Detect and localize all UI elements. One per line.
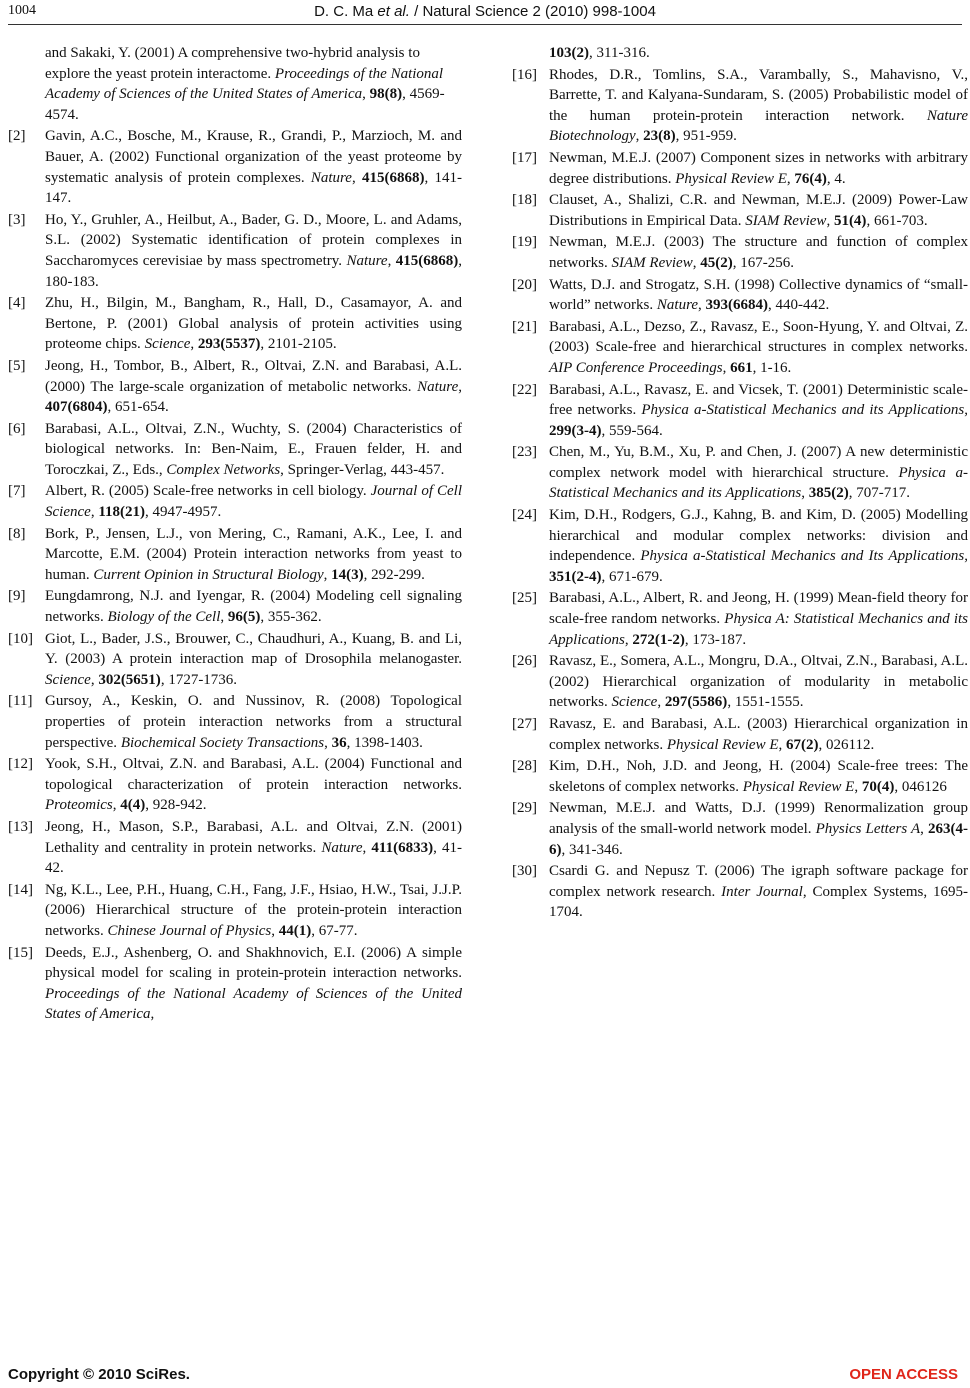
reference-number: [2] xyxy=(8,128,26,145)
reference-journal: Nature xyxy=(346,252,388,269)
reference-item: [5] Jeong, H., Tombor, B., Albert, R., Oltvai, Z.N. and Barabasi, A.L. (2000) The large-scale organization of metabolic networks. Nature, 407(6804), 651-654. xyxy=(8,357,462,416)
page-number: 1004 xyxy=(8,3,36,18)
reference-volume: 351(2-4) xyxy=(549,568,602,585)
right-column xyxy=(512,43,968,924)
reference-pages: , 4569-4574. xyxy=(45,86,445,123)
reference-volume: 118(21) xyxy=(98,504,145,521)
left-reference-list xyxy=(8,126,462,1025)
reference-volume: 70(4) xyxy=(861,778,895,795)
reference-continuation: and Sakaki, Y. (2001) A comprehensive two-hybrid analysis to explore the yeast protein interactome. Proceedings of the National Academy of Sciences of the United States of America, 98(8), 4569-4574. xyxy=(45,45,445,123)
reference-pages: , 651-654. xyxy=(107,399,169,416)
reference-pages: , 440-442. xyxy=(768,297,830,314)
reference-pages: , 167-256. xyxy=(732,254,794,271)
reference-journal: Journal of Cell Science xyxy=(45,483,462,521)
reference-volume: 96(5) xyxy=(227,609,261,626)
reference-volume: 36 xyxy=(331,734,347,751)
reference-text: Giot, L., Bader, J.S., Brouwer, C., Chaudhuri, A., Kuang, B. and Li, Y. (2003) A protein interaction map of Drosophila melanogaster. xyxy=(45,630,462,668)
reference-item: [9] Eungdamrong, N.J. and Iyengar, R. (2004) Modeling cell signaling networks. Biology of the Cell, 96(5), 355-362. xyxy=(8,588,462,626)
header-rule xyxy=(8,24,962,25)
reference-number: [11] xyxy=(8,693,33,710)
reference-number: [19] xyxy=(512,234,537,251)
reference-journal: Science xyxy=(45,671,91,688)
reference-item: [10] Giot, L., Bader, J.S., Brouwer, C., Chaudhuri, A., Kuang, B. and Li, Y. (2003) A protein interaction map of Drosophila melanogaster. Science, 302(5651), 1727-1736. xyxy=(8,630,462,688)
reference-number: [30] xyxy=(512,863,537,880)
reference-pages: , Springer-Verlag, 443-457. xyxy=(280,461,445,478)
reference-item: [17] Newman, M.E.J. (2007) Component sizes in networks with arbitrary degree distributions. Physical Review E, 76(4), 4. xyxy=(512,149,968,187)
reference-number: [7] xyxy=(8,483,26,500)
reference-text: Newman, M.E.J. (2003) The structure and function of complex networks. xyxy=(549,234,968,271)
reference-text: Clauset, A., Shalizi, C.R. and Newman, M.E.J. (2009) Power-Law Distributions in Empirical Data. xyxy=(549,192,968,229)
reference-volume: 4(4) xyxy=(120,797,146,814)
reference-number: [20] xyxy=(512,276,537,293)
reference-pages: , 292-299. xyxy=(363,566,425,583)
reference-number: [15] xyxy=(8,944,33,961)
reference-number: [25] xyxy=(512,590,537,607)
reference-item: [20] Watts, D.J. and Strogatz, S.H. (1998) Collective dynamics of “small-world” networks. Nature, 393(6684), 440-442. xyxy=(512,276,968,314)
reference-text: Ravasz, E., Somera, A.L., Mongru, D.A., Oltvai, Z.N., Barabasi, A.L. (2002) Hierarchical organization of modularity in metabolic networks. xyxy=(549,653,968,711)
reference-journal: Current Opinion in Structural Biology xyxy=(93,566,324,583)
reference-pages: , 180-183. xyxy=(45,252,463,290)
reference-text: Bork, P., Jensen, L.J., von Mering, C., Ramani, A.K., Lee, I. and Marcotte, E.M. (2004) Protein interaction networks from yeast to human. xyxy=(45,525,462,583)
reference-text: and Sakaki, Y. (2001) A comprehensive two-hybrid analysis to explore the yeast protein interactome. xyxy=(45,45,420,82)
reference-pages: , 41-42. xyxy=(45,839,462,877)
reference-text: Csardi G. and Nepusz T. (2006) The igraph software package for complex network research. xyxy=(549,863,968,900)
reference-volume: 76(4) xyxy=(794,170,827,187)
reference-pages: , 559-564. xyxy=(601,422,663,439)
reference-pages: , 173-187. xyxy=(684,631,747,648)
reference-journal: Nature xyxy=(321,839,363,856)
reference-text: Watts, D.J. and Strogatz, S.H. (1998) Collective dynamics of “small-world” networks. xyxy=(549,276,968,314)
reference-volume: 263(4-6) xyxy=(549,820,969,858)
reference-volume: 23(8) xyxy=(643,128,676,145)
reference-text: Kim, D.H., Noh, J.D. and Jeong, H. (2004) Scale-free trees: The skeletons of complex networks. xyxy=(549,758,968,795)
reference-number: [16] xyxy=(512,66,537,83)
reference-text: Kim, D.H., Rodgers, G.J., Kahng, B. and Kim, D. (2005) Modelling hierarchical and modular complex networks: division and independence. xyxy=(549,507,968,565)
reference-item: [24] Kim, D.H., Rodgers, G.J., Kahng, B. and Kim, D. (2005) Modelling hierarchical and modular complex networks: division and independence. Physica a-Statistical Mechanics and Its Applications, 351(2-4), 671-679. xyxy=(512,507,968,585)
copyright-notice: Copyright © 2010 SciRes. xyxy=(8,1366,190,1383)
reference-item: [26] Ravasz, E., Somera, A.L., Mongru, D.A., Oltvai, Z.N., Barabasi, A.L. (2002) Hierarchical organization of modularity in metabolic networks. Science, 297(5586), 1551-1555. xyxy=(512,653,968,711)
reference-pages: , 707-717. xyxy=(848,485,910,502)
reference-volume: 293(5537) xyxy=(197,336,261,353)
reference-journal: Inter Journal xyxy=(721,883,803,900)
reference-volume: 297(5586) xyxy=(664,694,728,711)
reference-item: [27] Ravasz, E. and Barabasi, A.L. (2003) Hierarchical organization in complex networks. Physical Review E, 67(2), 026112. xyxy=(512,716,968,753)
reference-journal: Physics Letters A xyxy=(815,820,921,837)
reference-volume: 407(6804) xyxy=(45,399,108,416)
reference-journal: SIAM Review xyxy=(611,254,693,271)
reference-text: Eungdamrong, N.J. and Iyengar, R. (2004) Modeling cell signaling networks. xyxy=(45,588,462,626)
reference-pages: , 046126 xyxy=(894,778,947,795)
reference-number: [28] xyxy=(512,758,537,775)
reference-number: [17] xyxy=(512,149,537,166)
reference-pages: , Complex Systems, 1695-1704. xyxy=(549,883,968,921)
reference-text: Barabasi, A.L., Dezso, Z., Ravasz, E., Soon-Hyung, Y. and Oltvai, Z. (2003) Scale-free and hierarchical structures in complex networks. xyxy=(549,318,968,356)
reference-text: Gursoy, A., Keskin, O. and Nussinov, R. (2008) Topological properties of protein interaction networks from a structural perspective. xyxy=(45,693,462,751)
reference-item: [22] Barabasi, A.L., Ravasz, E. and Vicsek, T. (2001) Deterministic scale-free networks. Physica a-Statistical Mechanics and its Applications, 299(3-4), 559-564. xyxy=(512,381,968,439)
reference-text: Ng, K.L., Lee, P.H., Huang, C.H., Fang, J.F., Hsiao, H.W., Tsai, J.J.P. (2006) Hierarchical structure of the protein-protein interaction networks. xyxy=(45,881,462,939)
reference-item: [12] Yook, S.H., Oltvai, Z.N. and Barabasi, A.L. (2004) Functional and topological characterization of protein interaction networks. Proteomics, 4(4), 928-942. xyxy=(8,756,462,814)
reference-pages: , 928-942. xyxy=(145,797,207,814)
reference-volume: 299(3-4) xyxy=(549,422,602,439)
reference-pages: , 1727-1736. xyxy=(160,671,238,688)
reference-text: Barabasi, A.L., Albert, R. and Jeong, H. (1999) Mean-field theory for scale-free random networks. xyxy=(549,590,968,628)
reference-volume: 14(3) xyxy=(331,566,364,583)
reference-number: [23] xyxy=(512,444,537,461)
reference-item: [21] Barabasi, A.L., Dezso, Z., Ravasz, E., Soon-Hyung, Y. and Oltvai, Z. (2003) Scale-free and hierarchical structures in complex networks. AIP Conference Proceedings, 661, 1-16. xyxy=(512,318,968,376)
reference-journal: Physica a-Statistical Mechanics and Its Applications xyxy=(640,548,965,565)
reference-pages: , 671-679. xyxy=(601,568,663,585)
reference-number: [6] xyxy=(8,420,26,437)
reference-number: [5] xyxy=(8,357,26,374)
reference-number: [21] xyxy=(512,318,537,335)
reference-text: Jeong, H., Tombor, B., Albert, R., Oltvai, Z.N. and Barabasi, A.L. (2000) The large-scale organization of metabolic networks. xyxy=(45,357,462,395)
reference-item xyxy=(8,419,462,481)
reference-journal: Proceedings of the National Academy of Sciences of the United States of America xyxy=(45,985,462,1023)
reference-volume: 411(6833) xyxy=(371,839,434,856)
reference-volume: 103(2) xyxy=(549,45,589,61)
reference-item: [7] Albert, R. (2005) Scale-free networks in cell biology. Journal of Cell Science, 118(21), 4947-4957. xyxy=(8,483,462,521)
reference-volume: 44(1) xyxy=(278,922,312,939)
reference-journal: Chinese Journal of Physics xyxy=(107,922,272,939)
reference-text: Yook, S.H., Oltvai, Z.N. and Barabasi, A.L. (2004) Functional and topological characterization of protein interaction networks. xyxy=(45,756,462,793)
reference-number: [27] xyxy=(512,716,537,732)
reference-number: [3] xyxy=(8,211,26,228)
reference-volume: 385(2) xyxy=(808,485,849,502)
reference-volume: 661 xyxy=(730,359,753,376)
reference-journal: Nature xyxy=(417,378,459,395)
reference-item: [16] Rhodes, D.R., Tomlins, S.A., Varambally, S., Mahavisno, V., Barrette, T. and Kalyana-Sundaram, S. (2005) Probabilistic model of the human protein-protein interaction network. Nature Biotechnology, 23(8), 951-959. xyxy=(512,66,968,145)
reference-text: Rhodes, D.R., Tomlins, S.A., Varambally, S., Mahavisno, V., Barrette, T. and Kalyana-Sundaram, S. (2005) Probabilistic model of the human protein-protein interaction network. xyxy=(549,66,968,124)
reference-journal: Nature xyxy=(310,169,352,186)
reference-number: [29] xyxy=(512,800,537,817)
reference-pages: , 355-362. xyxy=(260,609,322,626)
reference-text: Newman, M.E.J. (2007) Component sizes in networks with arbitrary degree distributions. xyxy=(549,149,968,187)
reference-pages: , 1551-1555. xyxy=(727,694,804,711)
reference-number: [13] xyxy=(8,818,33,835)
reference-pages: , 141-147. xyxy=(45,169,462,207)
reference-journal: AIP Conference Proceedings xyxy=(549,359,723,376)
reference-journal: Complex Networks xyxy=(166,461,281,478)
reference-journal: Physical Review E xyxy=(666,736,779,753)
reference-item: [23] Chen, M., Yu, B.M., Xu, P. and Chen, J. (2007) A new deterministic complex network model with hierarchical structure. Physica a-Statistical Mechanics and its Applications, 385(2), 707-717. xyxy=(512,444,968,502)
left-column xyxy=(8,43,462,1026)
reference-journal: Physica a-Statistical Mechanics and its Applications xyxy=(549,464,968,502)
reference-pages: , 951-959. xyxy=(675,128,737,145)
reference-volume: 415(6868) xyxy=(361,169,425,186)
reference-pages: , 341-346. xyxy=(561,841,623,858)
reference-text: Gavin, A.C., Bosche, M., Krause, R., Grandi, P., Marzioch, M. and Bauer, A. (2002) Functional organization of the yeast proteome by systematic analysis of protein complexes. xyxy=(45,128,462,186)
reference-text: Zhu, H., Bilgin, M., Bangham, R., Hall, D., Casamayor, A. and Bertone, P. (2001) Global analysis of protein activities using proteome chips. xyxy=(45,295,462,353)
reference-number: [10] xyxy=(8,630,33,647)
reference-item xyxy=(8,943,462,1025)
reference-number: [26] xyxy=(512,653,537,670)
reference-journal: Biochemical Society Transactions xyxy=(120,734,325,751)
reference-text: Ravasz, E. and Barabasi, A.L. (2003) Hierarchical organization in complex networks. xyxy=(549,716,968,753)
reference-text: Chen, M., Yu, B.M., Xu, P. and Chen, J. (2007) A new deterministic complex network model with hierarchical structure. xyxy=(549,444,968,481)
reference-volume: 393(6684) xyxy=(705,297,769,314)
reference-item: [4] Zhu, H., Bilgin, M., Bangham, R., Hall, D., Casamayor, A. and Bertone, P. (2001) Global analysis of protein activities using proteome chips. Science, 293(5537), 2101-2105. xyxy=(8,295,462,353)
reference-text: Barabasi, A.L., Oltvai, Z.N., Wuchty, S. (2004) Characteristics of biological networks. In: Ben-Naim, E., Frauen felder, H. and Toroczkai, Z., Eds., xyxy=(45,420,462,478)
reference-item: [28] Kim, D.H., Noh, J.D. and Jeong, H. (2004) Scale-free trees: The skeletons of complex networks. Physical Review E, 70(4), 046126 xyxy=(512,758,968,795)
reference-number: [12] xyxy=(8,756,33,773)
reference-journal: SIAM Review xyxy=(745,212,827,229)
reference-journal: Nature xyxy=(656,297,699,314)
reference-pages: , 4947-4957. xyxy=(144,504,222,521)
reference-number: [8] xyxy=(8,525,26,542)
reference-item: [25] Barabasi, A.L., Albert, R. and Jeong, H. (1999) Mean-field theory for scale-free random networks. Physica A: Statistical Mechanics and its Applications, 272(1-2), 173-187. xyxy=(512,590,969,648)
reference-number: [4] xyxy=(8,295,26,312)
open-access-label: OPEN ACCESS xyxy=(849,1366,958,1383)
reference-journal: Physica A: Statistical Mechanics and its Applications xyxy=(549,611,969,648)
reference-pages: , 4. xyxy=(826,170,846,187)
reference-text: Ho, Y., Gruhler, A., Heilbut, A., Bader, G. D., Moore, L. and Adams, S.L. (2002) Systematic identification of protein complexes in Saccharomyces cerevisiae by mass spectrometry. xyxy=(45,211,462,269)
reference-pages: , 311-316. xyxy=(589,45,650,61)
reference-pages: , 2101-2105. xyxy=(260,336,337,353)
reference-volume: 302(5651) xyxy=(98,671,161,688)
reference-continuation xyxy=(512,43,968,64)
reference-text: Newman, M.E.J. and Watts, D.J. (1999) Renormalization group analysis of the small-world network model. xyxy=(549,800,968,837)
reference-volume: 45(2) xyxy=(700,254,733,271)
reference-volume: 415(6868) xyxy=(395,252,459,269)
reference-pages: , 026112. xyxy=(818,736,875,753)
reference-pages: , 661-703. xyxy=(866,212,928,229)
reference-item: [18] Clauset, A., Shalizi, C.R. and Newman, M.E.J. (2009) Power-Law Distributions in Empirical Data. SIAM Review, 51(4), 661-703. xyxy=(512,192,968,229)
reference-number: [14] xyxy=(8,881,33,898)
reference-text: Albert, R. (2005) Scale-free networks in cell biology. xyxy=(45,483,371,500)
reference-item: [19] Newman, M.E.J. (2003) The structure and function of complex networks. SIAM Review, 45(2), 167-256. xyxy=(512,234,968,271)
reference-journal: Physical Review E xyxy=(675,170,787,187)
reference-journal: Proteomics xyxy=(45,797,113,814)
running-header xyxy=(0,3,970,20)
reference-number: [9] xyxy=(8,588,26,605)
reference-text: Barabasi, A.L., Ravasz, E. and Vicsek, T. (2001) Deterministic scale-free networks. xyxy=(549,381,968,419)
reference-item: [3] Ho, Y., Gruhler, A., Heilbut, A., Bader, G. D., Moore, L. and Adams, S.L. (2002) Systematic identification of protein complexes in Saccharomyces cerevisiae by mass spectrometry. Nature, 415(6868), 180-183. xyxy=(8,211,463,290)
reference-pages: , 1398-1403. xyxy=(346,734,423,751)
reference-journal: Physical Review E xyxy=(742,778,855,795)
reference-volume: 51(4) xyxy=(833,212,867,229)
header-et-al: et al. xyxy=(377,3,410,20)
right-reference-list xyxy=(512,65,968,923)
reference-journal: Science xyxy=(144,336,191,353)
reference-pages: , 67-77. xyxy=(311,922,358,939)
reference-item: [2] Gavin, A.C., Bosche, M., Krause, R., Grandi, P., Marzioch, M. and Bauer, A. (2002) Functional organization of the yeast proteome by systematic analysis of protein complexes. Nature, 415(6868), 141-147. xyxy=(8,128,462,207)
reference-number: [24] xyxy=(512,507,537,524)
reference-volume: 98(8) xyxy=(369,86,403,103)
reference-item xyxy=(512,861,968,923)
reference-journal: Science xyxy=(611,694,658,711)
reference-journal: Proceedings of the National Academy of Sciences of the United States of America xyxy=(45,65,444,103)
reference-item: [11] Gursoy, A., Keskin, O. and Nussinov, R. (2008) Topological properties of protein interaction networks from a structural perspective. Biochemical Society Transactions, 36, 1398-1403. xyxy=(8,693,462,751)
reference-text: Jeong, H., Mason, S.P., Barabasi, A.L. and Oltvai, Z.N. (2001) Lethality and centrality in protein networks. xyxy=(45,818,462,856)
reference-pages: , xyxy=(150,1006,155,1023)
header-journal: / Natural Science 2 (2010) 998-1004 xyxy=(409,3,656,20)
reference-journal: Nature Biotechnology xyxy=(549,107,968,145)
reference-number: [22] xyxy=(512,381,537,398)
reference-item: [8] Bork, P., Jensen, L.J., von Mering, C., Ramani, A.K., Lee, I. and Marcotte, E.M. (2004) Protein interaction networks from yeast to human. Current Opinion in Structural Biology, 14(3), 292-299. xyxy=(8,525,462,583)
header-authors: D. C. Ma xyxy=(314,3,378,20)
reference-pages: , 1-16. xyxy=(752,359,792,376)
reference-journal: Biology of the Cell xyxy=(107,609,221,626)
reference-volume: 272(1-2) xyxy=(632,631,685,648)
reference-volume: 67(2) xyxy=(786,736,819,753)
reference-item: [13] Jeong, H., Mason, S.P., Barabasi, A.L. and Oltvai, Z.N. (2001) Lethality and centrality in protein networks. Nature, 411(6833), 41-42. xyxy=(8,818,462,877)
reference-item: [14] Ng, K.L., Lee, P.H., Huang, C.H., Fang, J.F., Hsiao, H.W., Tsai, J.J.P. (2006) Hierarchical structure of the protein-protein interaction networks. Chinese Journal of Physics, 44(1), 67-77. xyxy=(8,881,462,939)
reference-number: [18] xyxy=(512,192,537,209)
reference-text: Deeds, E.J., Ashenberg, O. and Shakhnovich, E.I. (2006) A simple physical model for scaling in protein-protein interaction networks. xyxy=(45,944,462,982)
reference-journal: Physica a-Statistical Mechanics and its Applications xyxy=(641,402,965,419)
reference-item: [29] Newman, M.E.J. and Watts, D.J. (1999) Renormalization group analysis of the small-world network model. Physics Letters A, 263(4-6), 341-346. xyxy=(512,800,969,858)
